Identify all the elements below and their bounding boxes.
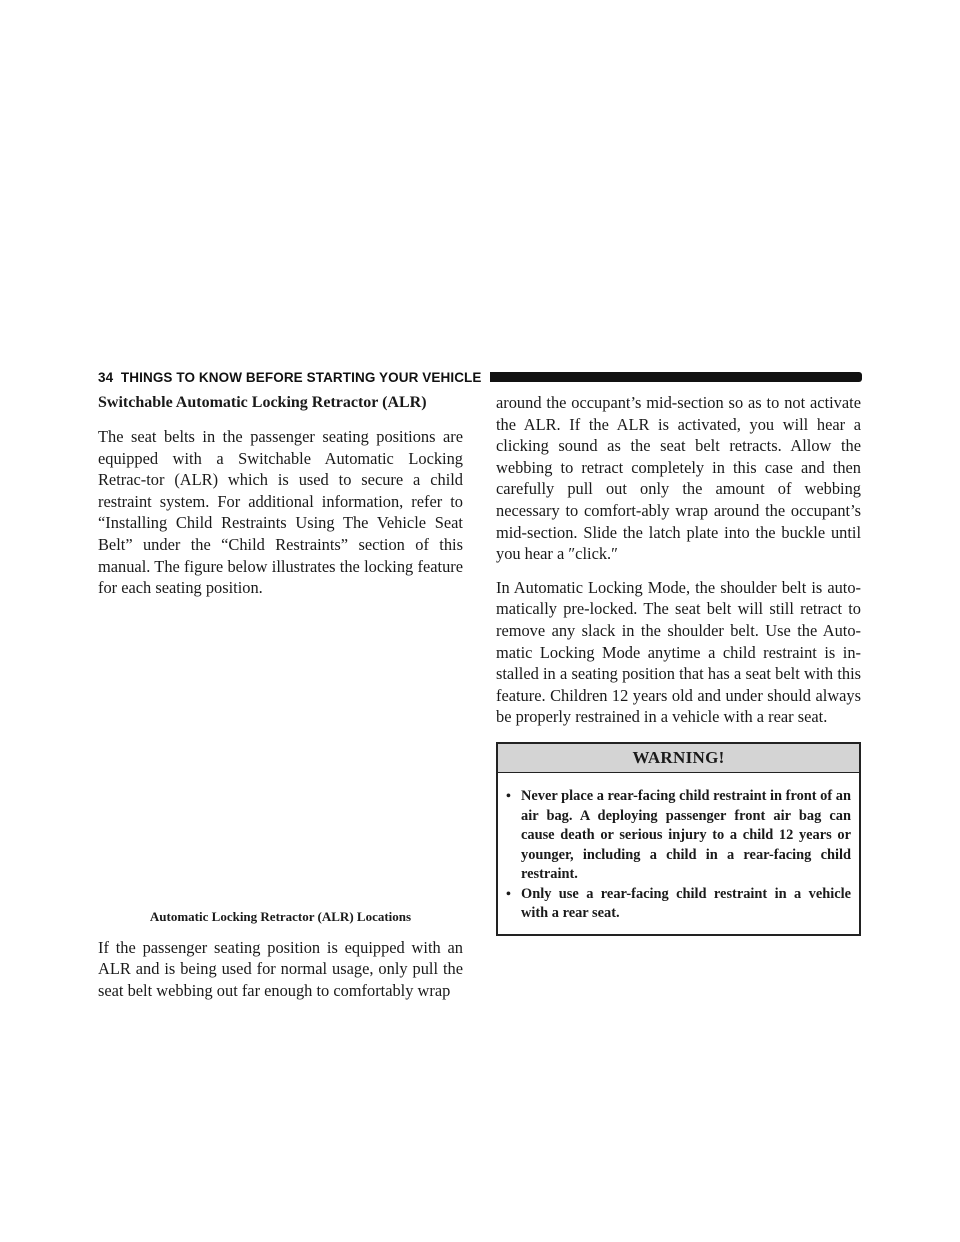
body-paragraph: around the occupant’s mid-section so as to not activate the ALR. If the ALR is activated, you will hear a clicking sound as the seat belt retracts. Allow the webbing to retract completely in this case and then carefully pull out only the amount of webbing necessary to comfort-ably wrap around the occupant’s mid-section. Slide the latch plate into the buckle until you hear a ″click.″ bbox=[496, 393, 861, 564]
left-column bbox=[98, 392, 463, 1014]
figure-area bbox=[98, 611, 463, 908]
warning-list bbox=[498, 773, 859, 934]
body-paragraph: If the passenger seating position is equipped with an ALR and is being used for normal usage, only pull the seat belt webbing out far enough to comfortably wrap bbox=[98, 937, 463, 1000]
bullet-icon: • bbox=[506, 886, 511, 902]
warning-item-text: Only use a rear-facing child restraint in a vehicle with a rear seat. bbox=[521, 885, 851, 922]
figure-caption: Automatic Locking Retractor (ALR) Locations bbox=[149, 908, 412, 924]
body-paragraph: The seat belts in the passenger seating positions are equipped with a Switchable Automatic Locking Retrac-tor (ALR) which is used to secure a child restraint system. For additional information, refer to “Installing Child Restraints Using The Vehicle Seat Belt” under the “Child Restraints” section of this manual. The figure below illustrates the locking feature for each seating position. bbox=[98, 427, 463, 598]
warning-title: WARNING! bbox=[498, 744, 859, 773]
section-title: THINGS TO KNOW BEFORE STARTING YOUR VEHICLE bbox=[120, 369, 482, 385]
page-header-text bbox=[98, 370, 482, 385]
body-paragraph: In Automatic Locking Mode, the shoulder belt is auto-matically pre-locked. The seat belt will still retract to remove any slack in the shoulder belt. Use the Auto-matic Locking Mode anytime a child restraint is in-stalled in a seating position that has a seat belt with this feature. Children 12 years old and under should always be properly restrained in a vehicle with a rear seat. bbox=[496, 577, 861, 727]
warning-item bbox=[506, 885, 851, 924]
header-rule bbox=[490, 372, 863, 382]
page-header bbox=[98, 368, 862, 386]
warning-item bbox=[506, 787, 851, 885]
page-number: 34 bbox=[98, 369, 114, 385]
right-column bbox=[496, 392, 861, 936]
section-heading: Switchable Automatic Locking Retractor (ALR) bbox=[98, 394, 427, 411]
warning-item-text: Never place a rear-facing child restraint in front of an air bag. A deploying passenger front air bag can cause death or serious injury to a child 12 years or younger, including a child in a rear-facing child restraint. bbox=[521, 787, 851, 883]
warning-box bbox=[496, 742, 861, 936]
bullet-icon: • bbox=[506, 788, 511, 804]
